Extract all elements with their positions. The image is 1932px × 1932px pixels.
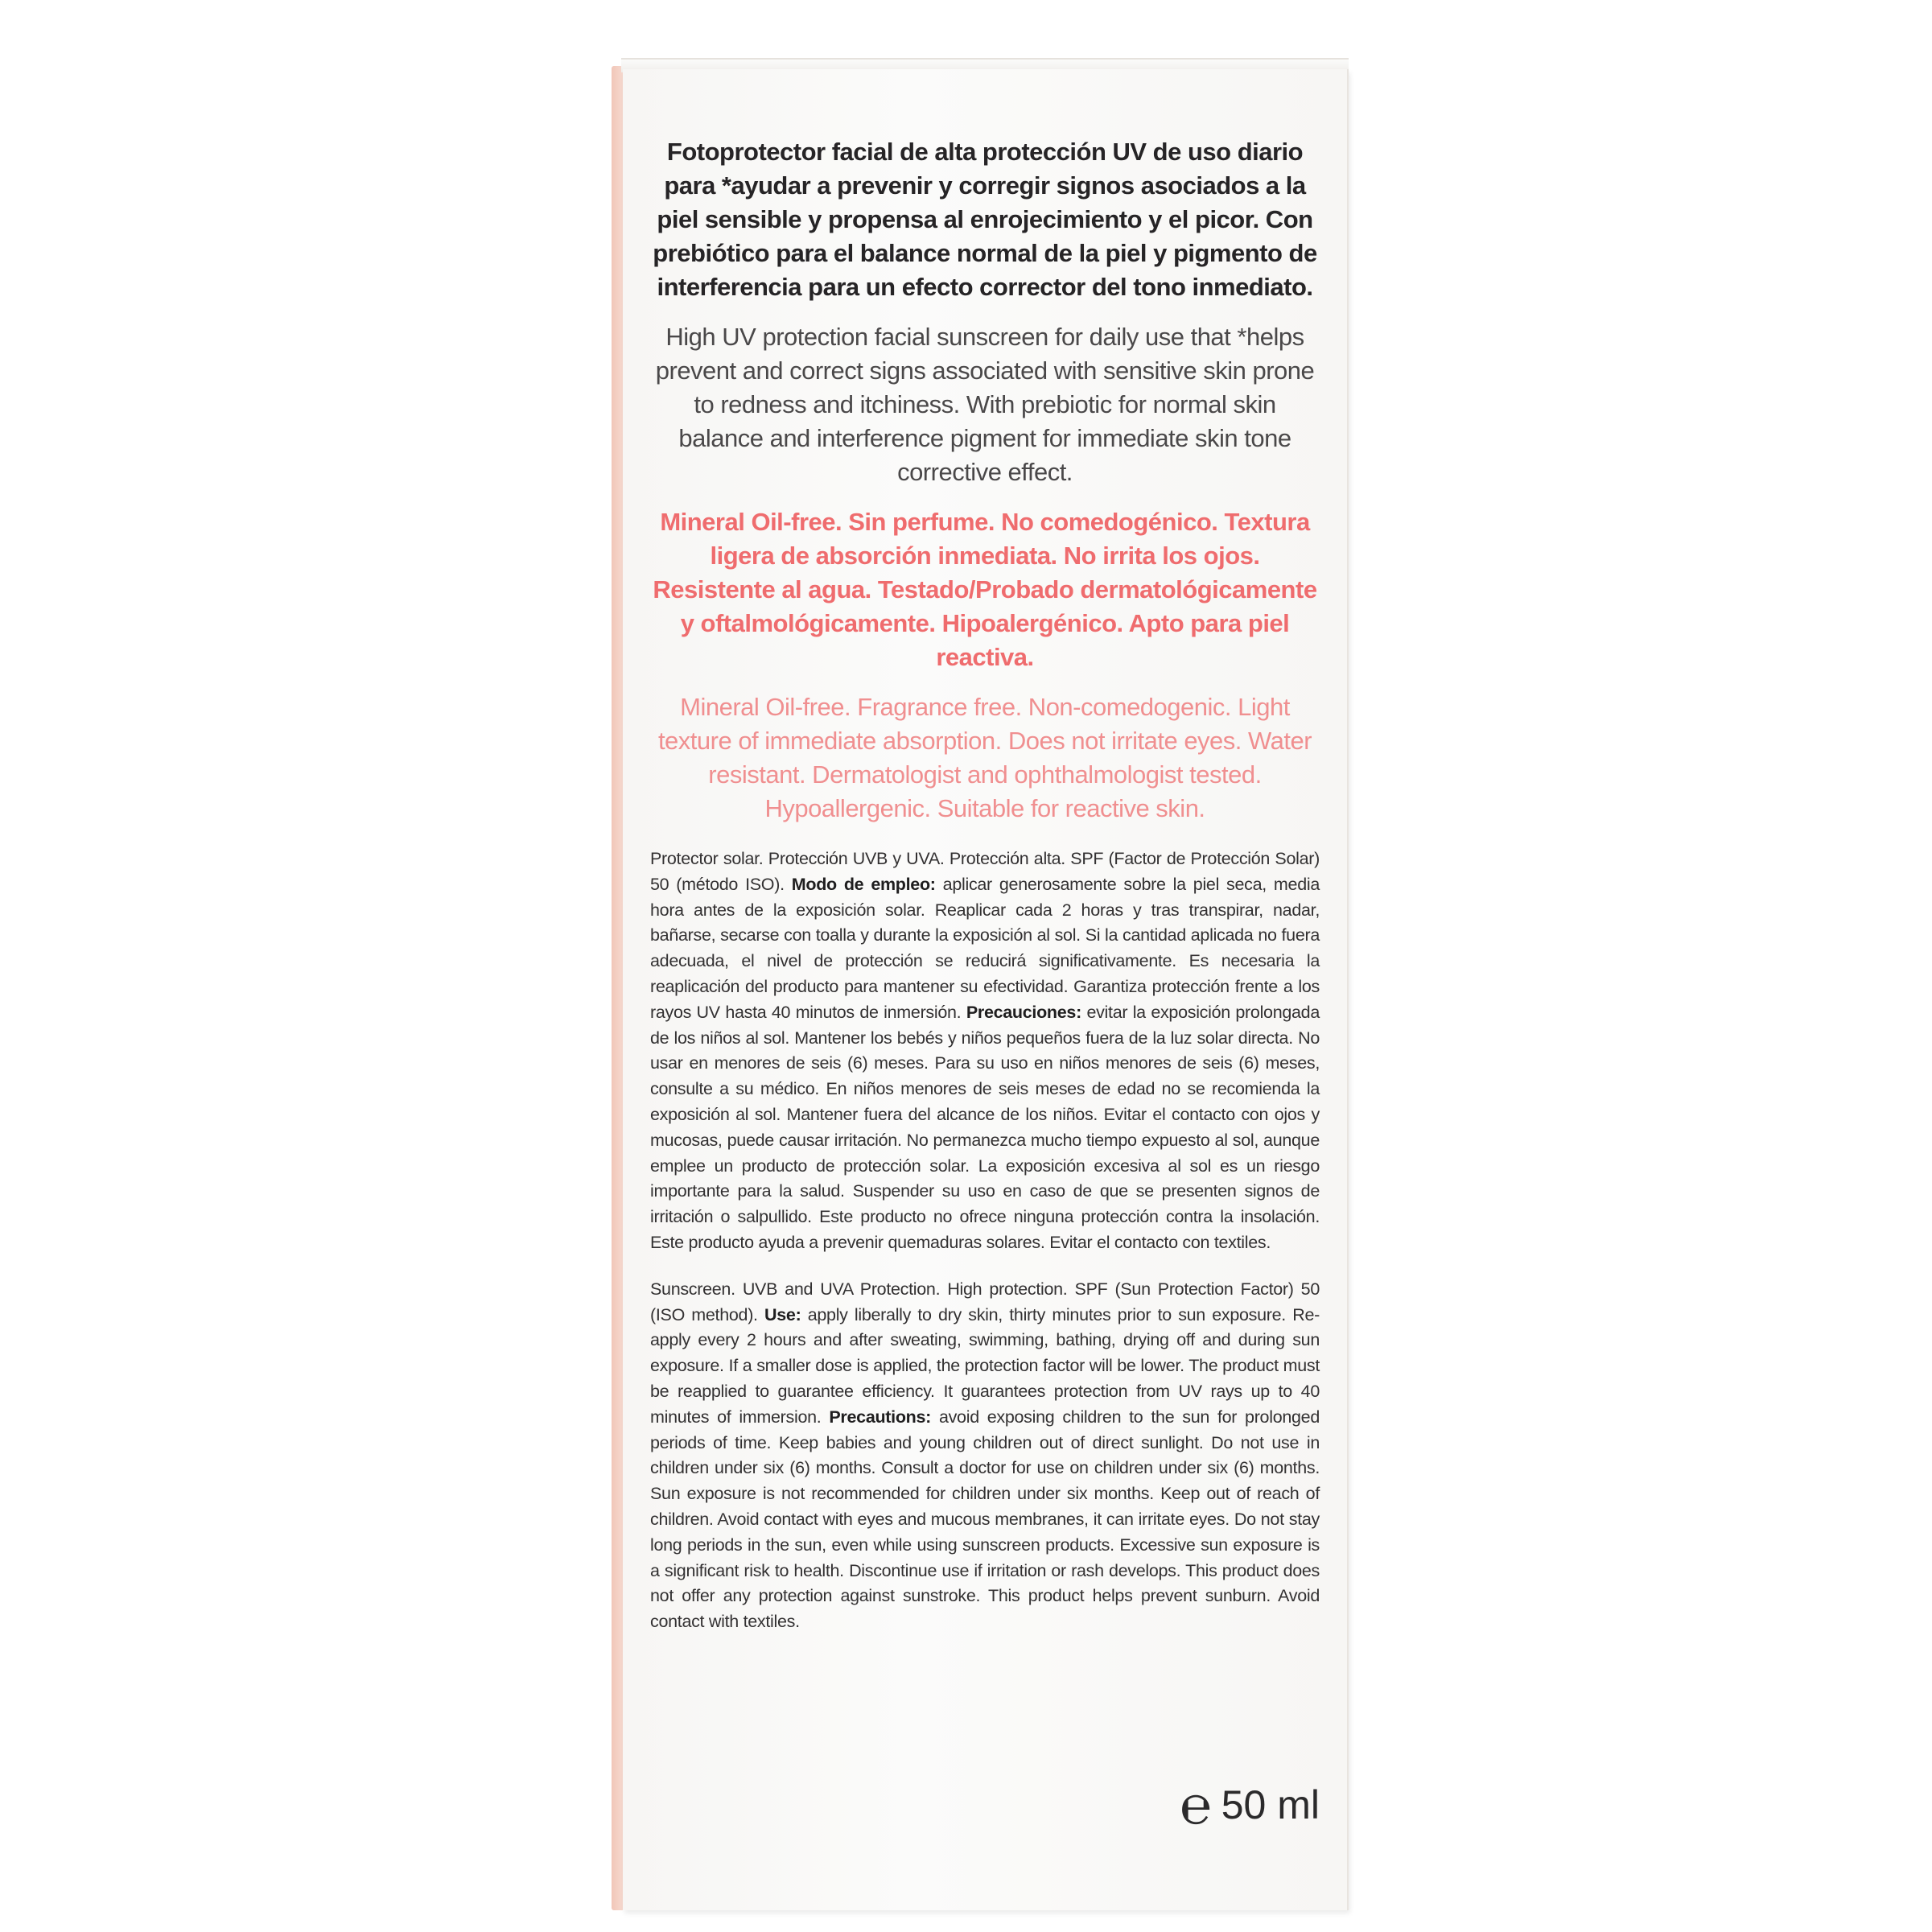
english-product-type: Sunscreen. UVB and UVA Protection. High protection. SPF (Sun Protection Factor) 50 (ISO method). (650, 1279, 1320, 1324)
english-precautions-text: avoid exposing children to the sun for prolonged periods of time. Keep babies and young children out of direct sunlight. Do not use in children under six (6) months. Consult a doctor for use on children under six (6) months. Sun exposure is not recommended for children under six months. Keep out of reach of children. Avoid contact with eyes and mucous membranes, it can irritate eyes. Do not stay long periods in the sun, even while using sunscreen products. Excessive sun exposure is a significant risk to health. Discontinue use if irritation or rash develops. This product does not offer any protection against sunstroke. This product helps prevent sunburn. Avoid contact with textiles. (650, 1407, 1320, 1632)
english-precautions-label: Precautions: (829, 1407, 932, 1427)
spanish-precautions-label: Precauciones: (966, 1002, 1081, 1022)
spanish-use-text: aplicar generosamente sobre la piel seca, media hora antes de la exposición solar. Reaplicar cada 2 horas y tras transpirar, nadar, bañarse, secarse con toalla y durante la exposición al sol. Si la cantidad aplicada no fuera adecuada, el nivel de protección se reducirá significativamente. Es necesaria la reaplicación del producto para mantener su efectividad. Garantiza protección frente a los rayos UV hasta 40 minutos de inmersión. (650, 874, 1320, 1022)
volume-text: 50 ml (1221, 1782, 1320, 1827)
english-use-label: Use: (764, 1304, 801, 1324)
spanish-use-label: Modo de empleo: (791, 874, 936, 894)
spanish-description: Fotoprotector facial de alta protección UV de uso diario para *ayudar a prevenir y corregir signos asociados a la piel sensible y propensa al enrojecimiento y el picor. Con prebiótico para el balance normal de la piel y pigmento de interferencia para un efecto corrector del tono inmediato. (653, 138, 1317, 301)
spanish-claims: Mineral Oil-free. Sin perfume. No comedogénico. Textura ligera de absorción inmediata. No irrita los ojos. Resistente al agua. Testado/Probado dermatológicamente y oftalmológicamente. Hipoalergénico. Apto para piel reactiva. (653, 508, 1317, 671)
spanish-product-type: Protector solar. Protección UVB y UVA. Protección alta. SPF (Factor de Protección Solar) 50 (método ISO). (650, 849, 1320, 894)
product-box-back-panel (623, 69, 1349, 1910)
english-description: High UV protection facial sunscreen for daily use that *helps prevent and correct signs associated with sensitive skin prone to redness and itchiness. With prebiotic for normal skin balance and interference pigment for immediate skin tone corrective effect. (655, 323, 1315, 486)
label-text-area (650, 135, 1320, 1635)
spanish-directions (650, 847, 1320, 1256)
estimated-sign-icon: ℮ (1180, 1775, 1212, 1835)
net-volume (1180, 1775, 1320, 1835)
spanish-precautions-text: evitar la exposición prolongada de los niños al sol. Mantener los bebés y niños pequeños fuera de la luz solar directa. No usar en menores de seis (6) meses. Para su uso en niños menores de seis (6) meses, consulte a su médico. En niños menores de seis meses de edad no se recomienda la exposición al sol. Mantener fuera del alcance de los niños. Evitar el contacto con ojos y mucosas, puede causar irritación. No permanezca mucho tiempo expuesto al sol, aunque emplee un producto de protección solar. La exposición excesiva al sol es un riesgo importante para la salud. Suspender su uso en caso de que se presenten signos de irritación o salpullido. Este producto no ofrece ninguna protección contra la insolación. Este producto ayuda a prevenir quemaduras solares. Evitar el contacto con textiles. (650, 1002, 1320, 1252)
english-directions (650, 1277, 1320, 1635)
english-claims: Mineral Oil-free. Fragrance free. Non-comedogenic. Light texture of immediate absorption. Does not irritate eyes. Water resistant. Dermatologist and ophthalmologist tested. Hypoallergenic. Suitable for reactive skin. (657, 693, 1312, 822)
english-use-text: apply liberally to dry skin, thirty minutes prior to sun exposure. Re-apply every 2 hours and after sweating, swimming, bathing, drying off and during sun exposure. If a smaller dose is applied, the protection factor will be lower. The product must be reapplied to guarantee efficiency. It guarantees protection from UV rays up to 40 minutes of immersion. (650, 1304, 1320, 1427)
